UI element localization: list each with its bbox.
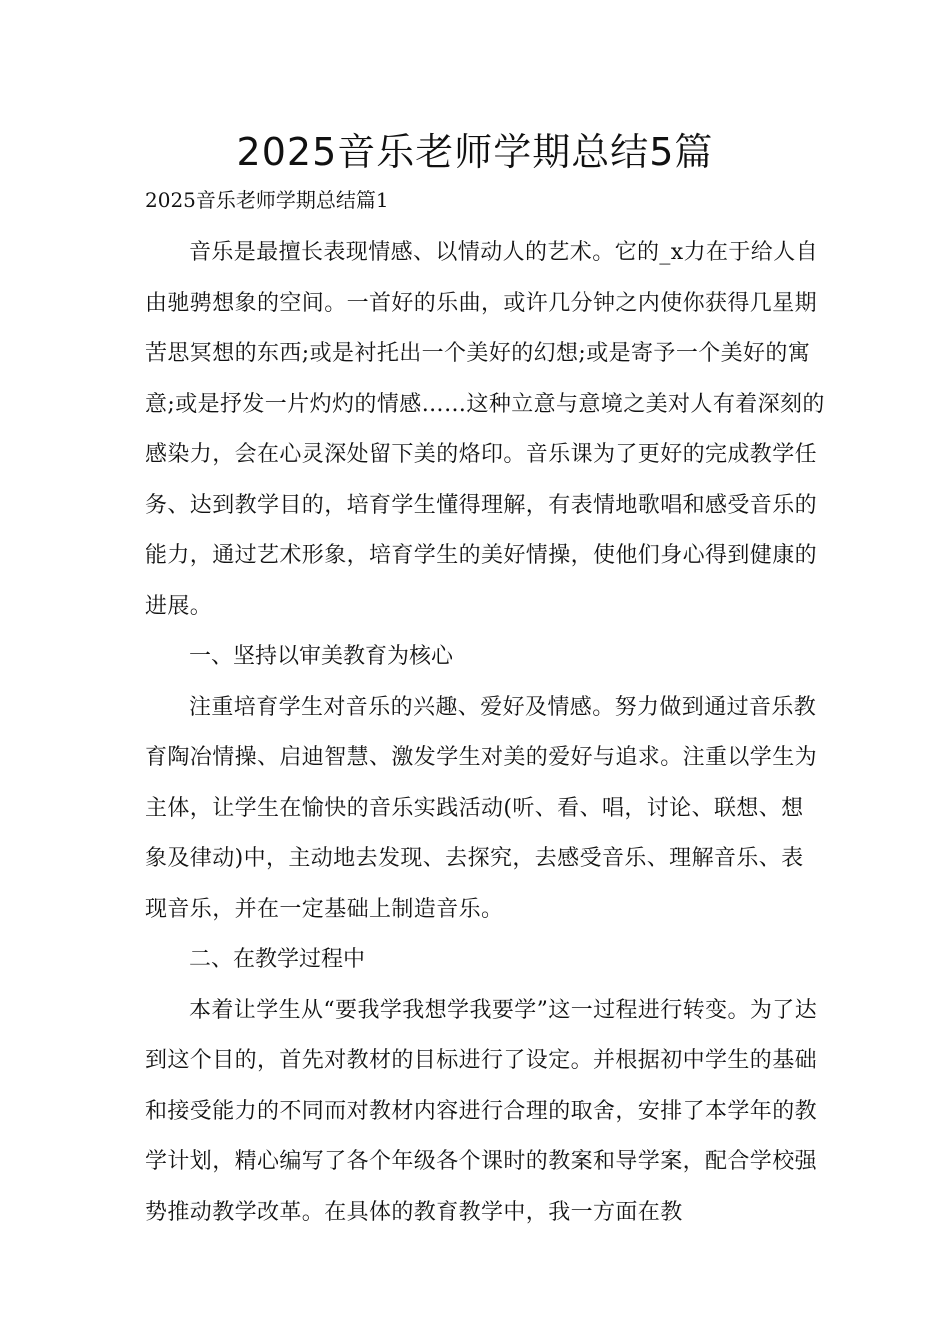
section-heading-1: 一、坚持以审美教育为核心 xyxy=(189,644,454,669)
section-subtitle: 2025音乐老师学期总结篇1 xyxy=(145,188,389,212)
section-heading-2: 二、在教学过程中 xyxy=(189,947,366,972)
section-1-paragraph: 注重培育学生对音乐的兴趣、爱好及情感。努力做到通过音乐教育陶冶情操、启迪智慧、激发学生对美的爱好与追求。注重以学生为主体，让学生在愉快的音乐实践活动(听、看、唱，讨论、联想、想象及律动)中，主动地去发现、去探究，去感受音乐、理解音乐、表现音乐，并在一定基础上制造音乐。 xyxy=(145,694,818,922)
section-2-paragraph: 本着让学生从“要我学我想学我要学”这一过程进行转变。为了达到这个目的，首先对教材的目标进行了设定。并根据初中学生的基础和接受能力的不同而对教材内容进行合理的取舍，安排了本学年的教学计划，精心编写了各个年级各个课时的教案和导学案，配合学校强势推动教学改革。在具体的教育教学中，我一方面在教 xyxy=(145,997,818,1225)
document-body xyxy=(145,228,825,1238)
document-title: 2025音乐老师学期总结5篇 xyxy=(236,130,714,174)
intro-paragraph: 音乐是最擅长表现情感、以情动人的艺术。它的_x力在于给人自由驰骋想象的空间。一首好的乐曲，或许几分钟之内使你获得几星期苦思冥想的东西;或是衬托出一个美好的幻想;或是寄予一个美好的寓意;或是抒发一片灼灼的情感……这种立意与意境之美对人有着深刻的感染力，会在心灵深处留下美的烙印。音乐课为了更好的完成教学任务、达到教学目的，培育学生懂得理解，有表情地歌唱和感受音乐的能力，通过艺术形象，培育学生的美好情操，使他们身心得到健康的进展。 xyxy=(145,240,825,619)
